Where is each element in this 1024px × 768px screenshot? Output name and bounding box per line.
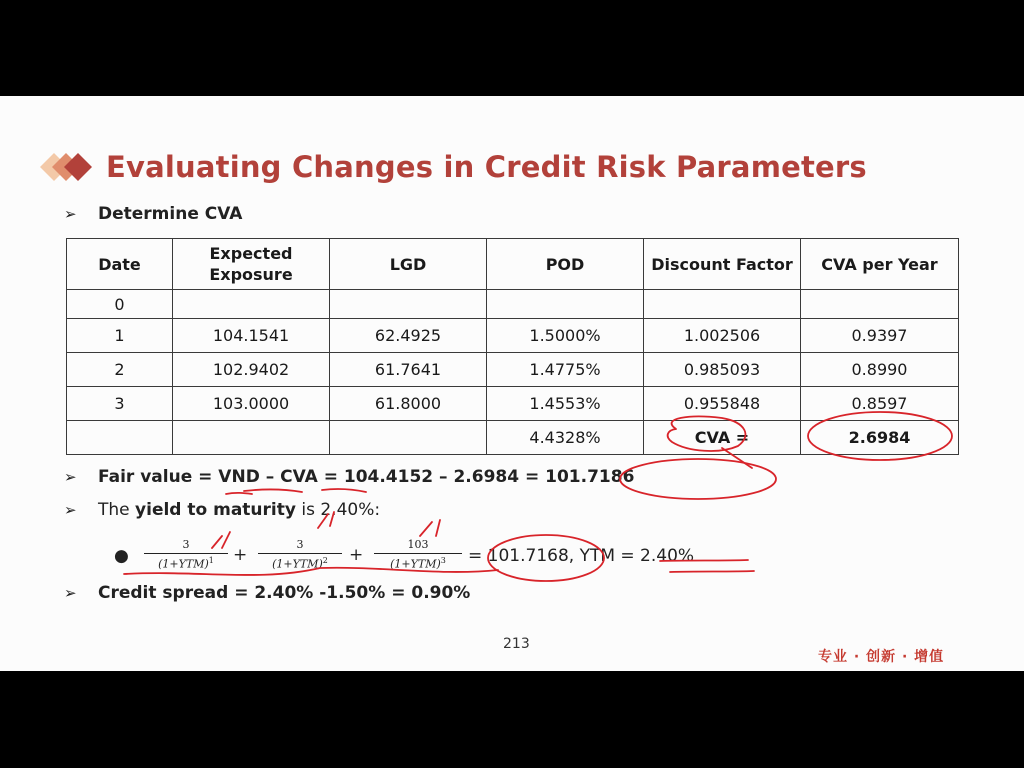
table-cell: 0.8597 [801,387,959,421]
slide [0,96,1024,671]
table-cell: 104.1541 [173,319,330,353]
table-header-row [67,239,959,290]
table-cell: 0.9397 [801,319,959,353]
table-cell [801,290,959,319]
table-row [67,353,959,387]
table-cell: 1.4775% [487,353,644,387]
plus-sign: + [349,545,364,565]
table-cell: 61.8000 [330,387,487,421]
formula-result: = 101.7168, YTM = 2.40% [468,546,695,566]
table-cell: 0 [67,290,173,319]
table-cell: 3 [67,387,173,421]
formula-term: 103 $(1+YTM)^3$ [374,538,462,571]
table-cell [67,421,173,455]
credit-spread-line: ➢ Credit spread = 2.40% -1.50% = 0.90% [64,583,471,603]
header-cell: Date [67,239,173,290]
title-diamonds-icon [26,152,98,182]
header-cell: POD [487,239,644,290]
header-cell: CVA per Year [801,239,959,290]
table-cell: 1.4553% [487,387,644,421]
brand-slogan: 专业 · 创新 · 增值 [818,649,945,665]
header-cell: Discount Factor [644,239,801,290]
arrow-bullet-icon: ➢ [64,468,77,486]
arrow-bullet-icon: ➢ [64,205,77,223]
total-pod-cell: 4.4328% [487,421,644,455]
arrow-bullet-icon: ➢ [64,584,77,602]
table-cell [173,290,330,319]
table-cell: 2 [67,353,173,387]
arrow-bullet-icon: ➢ [64,501,77,519]
cva-label-cell: CVA = [644,421,801,455]
plus-sign: + [233,545,248,565]
table-cell [330,421,487,455]
table-cell [644,290,801,319]
table-row [67,290,959,319]
table-total-row [67,421,959,455]
table-cell: 0.8990 [801,353,959,387]
formula-term: 3 $(1+YTM)^1$ [144,538,228,571]
ytm-line: ➢ The yield to maturity is 2.40%: [64,500,381,520]
table-row [67,387,959,421]
fair-value-line: ➢ Fair value = VND – CVA = 104.4152 – 2.6984 = 101.7186 [64,467,635,487]
table-cell: 1.002506 [644,319,801,353]
round-bullet-icon: ● [114,546,129,566]
header-cell: LGD [330,239,487,290]
cva-table [66,238,959,455]
table-cell: 103.0000 [173,387,330,421]
table-cell: 0.985093 [644,353,801,387]
header-cell: Expected Exposure [173,239,330,290]
table-cell [487,290,644,319]
table-cell: 61.7641 [330,353,487,387]
table-cell: 1 [67,319,173,353]
table-cell [173,421,330,455]
table-cell: 62.4925 [330,319,487,353]
page-number: 213 [503,636,530,652]
table-row [67,319,959,353]
slide-title: Evaluating Changes in Credit Risk Parameters [106,150,867,184]
table-cell [330,290,487,319]
formula-term: 3 $(1+YTM)^2$ [258,538,342,571]
table-cell: 102.9402 [173,353,330,387]
section-heading: ➢ Determine CVA [64,204,243,224]
cva-total-cell: 2.6984 [801,421,959,455]
table-cell: 0.955848 [644,387,801,421]
table-cell: 1.5000% [487,319,644,353]
